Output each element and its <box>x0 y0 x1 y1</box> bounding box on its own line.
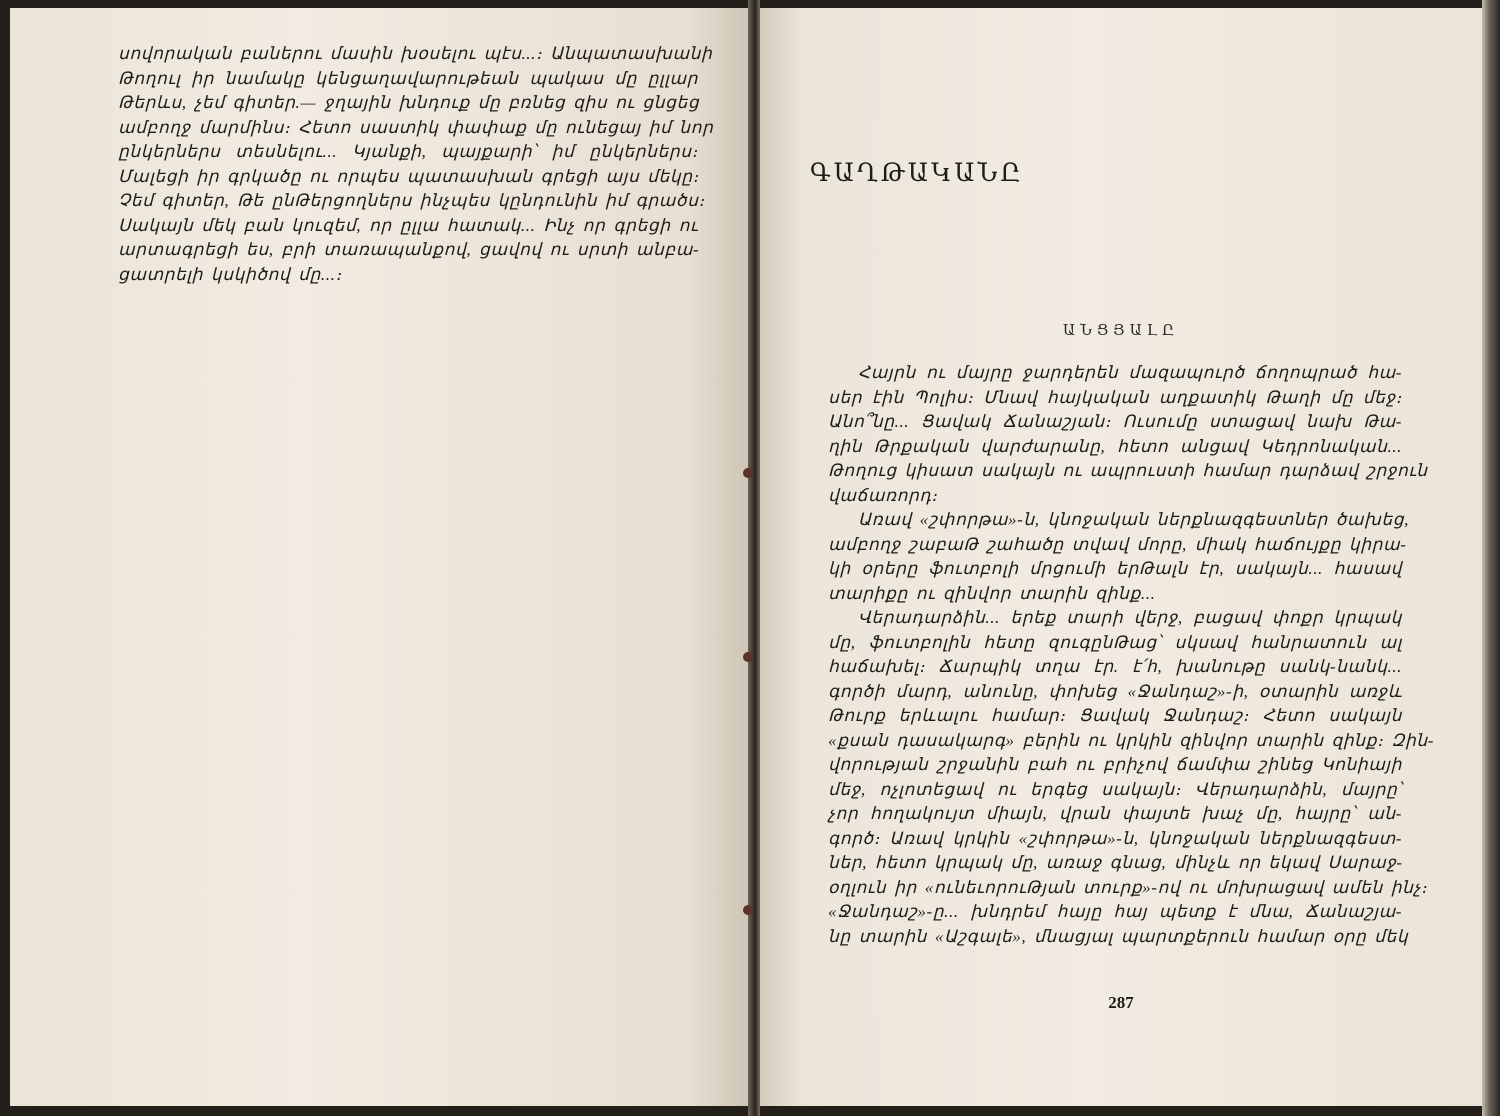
text-line: վաճառորդ։ <box>828 485 938 505</box>
text-line: արտագրեցի ես, բրի տառապանքով, ցավով ու սրտի անբա- <box>118 240 700 259</box>
binding-stitch <box>743 652 753 662</box>
text-line: Չեմ գիտեր, Թե ընԹերցողներս ինչպես կընդունին իմ գրածս։ <box>118 191 705 210</box>
paragraph <box>828 606 1435 949</box>
text-line: Անո՞նը... Ցավակ Ճանաշյան։ Ուսումը ստացավ նախ Թա- <box>828 412 1402 431</box>
right-page <box>760 8 1482 1106</box>
text-line: ամբողջ մարմինս։ Հետո սաստիկ փափաք մը ունեցայ իմ նոր <box>118 117 714 137</box>
text-line: Թերևս, չեմ գիտեր.— ջղային խնդուք մը բռնեց զիս ու ցնցեց <box>118 93 700 112</box>
binding-stitch <box>743 468 753 478</box>
text-line: վորության շրջանին բահ ու բրիչով ճամփա շինեց Կոնիայի <box>828 755 1402 774</box>
text-line: Թուրք երևալու համար։ Ցավակ Ջանդաշ։ Հետո սակայն <box>828 706 1402 725</box>
book-gutter <box>748 0 760 1116</box>
text-line: Վերադարձին... երեք տարի վերջ, բացավ փոքր կրպակ <box>858 608 1402 627</box>
binding-stitch <box>743 905 753 915</box>
text-line: գործ։ Առավ կրկին «շփորթա»-ն, կնոջական ներքնազգեստ- <box>828 828 1402 848</box>
text-line: տարիքը ու զինվոր տարին զինք... <box>828 583 1156 603</box>
text-line: Հայրն ու մայրը ջարդերեն մազապուրծ ճողոպրած հա- <box>858 363 1402 382</box>
text-line: «քսան դասակարգ» բերին ու կրկին զինվոր տարին զինք։ Զին- <box>828 730 1435 750</box>
paragraph <box>828 361 1428 508</box>
section-subtitle: ԱՆՑՅԱԼԸ <box>1062 321 1180 339</box>
text-line: ղին Թրքական վարժարանը, հետո անցավ Կեդրոնական... <box>828 436 1402 456</box>
text-line: Մալեցի իր գրկածը ու որպես պատասխան գրեցի այս մեկը։ <box>118 166 700 186</box>
text-line: մեջ, ոչլոտեցավ ու երգեց սակայն։ Վերադարձին, մայրը՝ <box>828 779 1402 799</box>
text-line: Թողուց կիսատ սակայն ու ապրուստի համար դարձավ շրջուն <box>828 461 1428 480</box>
text-line: մը, ֆուտբոլին հետը զուգընԹաց՝ սկսավ հանրատուն ալ <box>828 632 1402 652</box>
text-line: հաճախել։ Ճարպիկ տղա էր. է՛հ, խանութը սանկ-նանկ... <box>828 657 1402 676</box>
text-line: Առավ «շփորթա»-ն, կնոջական ներքնազգեստներ ծախեց, <box>858 510 1409 529</box>
text-line: սովորական բաներու մասին խօսելու պէս...։ Անպատասխանի <box>118 44 713 63</box>
text-line: ամբողջ շաբաԹ շահածը տվավ մորը, միակ հաճույքը կիրա- <box>828 534 1407 554</box>
text-line: սեր էին Պոլիս։ Մնավ հայկական աղքատիկ Թաղի մը մեջ։ <box>828 387 1402 407</box>
text-line: ընկերներս տեսնելու... Կյանքի, պայքարի՝ իմ ընկերներս։ <box>118 142 698 161</box>
text-line: ներ, հետո կրպակ մը, առաջ գնաց, մինչև որ եկավ Սարաջ- <box>828 853 1403 872</box>
chapter-title: ԳԱՂԹԱԿԱՆԸ <box>810 158 1024 187</box>
paragraph <box>828 508 1409 606</box>
text-line: չոր հողակույտ միայն, վրան փայտե խաչ մը, հայրը՝ ան- <box>828 804 1402 823</box>
text-line: Թողուլ իր նամակը կենցաղավարութեան պակաս մը ըլլար <box>118 68 698 88</box>
text-line: գործի մարդ, անունը, փոխեց «Ջանդաշ»-ի, օտարին առջև <box>828 681 1402 701</box>
text-line: «Ջանդաշ»-ը... խնդրեմ հայը հայ պետք է մնա, Ճանաշյա- <box>828 902 1402 921</box>
right-page-text <box>828 361 1435 949</box>
page-number: 287 <box>1108 993 1134 1012</box>
left-page <box>10 8 748 1106</box>
page-edge <box>1482 0 1500 1116</box>
text-line: կի օրերը ֆուտբոլի մրցումի երԹալն էր, սակայն... հասավ <box>828 559 1402 578</box>
text-line: նը տարին «Աշգալե», մնացյալ պարտքերուն համար օրը մեկ <box>828 926 1409 946</box>
text-line: ցատրելի կսկիծով մը...։ <box>118 264 342 284</box>
text-line: օղլուն իր «ունեւորուԹյան տուրք»-ով ու մոխրացավ ամեն ինչ։ <box>828 877 1428 897</box>
left-page-text <box>118 42 714 287</box>
text-line: Սակայն մեկ բան կուզեմ, որ ըլլա հատակ... Ինչ որ գրեցի ու <box>118 215 698 235</box>
